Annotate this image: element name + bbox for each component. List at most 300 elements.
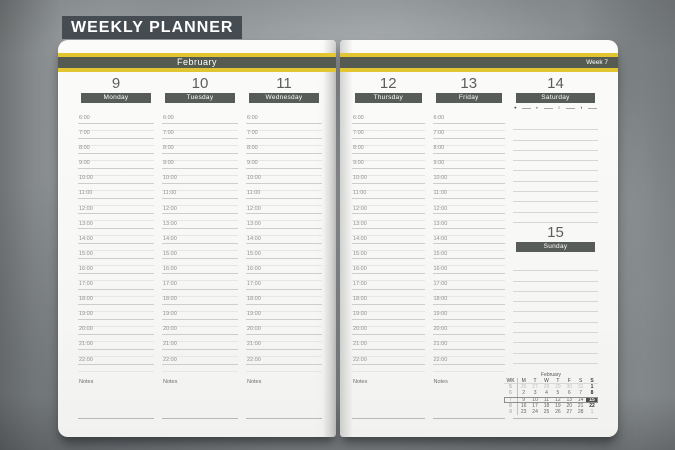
ruled-line xyxy=(513,354,598,364)
hour-line xyxy=(433,213,506,214)
hour-line xyxy=(246,138,322,139)
time-slot xyxy=(162,116,238,131)
time-grid xyxy=(352,116,425,373)
time-slot xyxy=(246,207,322,222)
hour-line xyxy=(352,228,425,229)
mini-calendar-week-number: 8 xyxy=(504,403,518,409)
time-label: 17:00 xyxy=(433,281,448,288)
hour-line xyxy=(433,273,506,274)
time-label: 20:00 xyxy=(163,326,177,333)
ruled-line xyxy=(513,282,598,292)
moon-legend-line xyxy=(544,108,553,109)
time-slot xyxy=(246,222,322,237)
time-label: 9:00 xyxy=(163,160,174,167)
time-slot xyxy=(433,358,506,373)
time-slot xyxy=(352,191,425,206)
mini-calendar-day: 25 xyxy=(543,408,550,415)
ruled-line xyxy=(513,271,598,281)
day-number: 9 xyxy=(111,75,121,92)
hour-line xyxy=(78,138,154,139)
time-slot xyxy=(246,116,322,131)
time-label: 10:00 xyxy=(247,175,261,182)
time-slot xyxy=(246,297,322,312)
time-label: 18:00 xyxy=(79,296,93,303)
mini-calendar-day: 5 xyxy=(556,390,560,397)
mini-calendar-header-cell: T xyxy=(552,378,563,384)
time-slot xyxy=(246,161,322,176)
time-slot xyxy=(78,131,154,146)
time-label: 20:00 xyxy=(79,326,93,333)
column-bottom-line xyxy=(513,418,598,419)
time-label: 18:00 xyxy=(247,296,261,303)
time-label: 15:00 xyxy=(247,250,261,257)
time-label: 16:00 xyxy=(163,265,177,272)
time-slot xyxy=(162,312,238,327)
mini-calendar-day: 18 xyxy=(543,402,550,409)
mini-calendar-day: 3 xyxy=(533,390,537,397)
hour-line xyxy=(78,364,154,365)
hour-line xyxy=(78,243,154,244)
time-slot xyxy=(352,237,425,252)
time-label: 14:00 xyxy=(79,235,93,242)
time-label: 15:00 xyxy=(79,250,93,257)
column-bottom-line xyxy=(352,418,425,419)
hour-line xyxy=(433,123,506,124)
hour-line xyxy=(78,349,154,350)
time-slot xyxy=(162,131,238,146)
mini-calendar-day: 21 xyxy=(577,402,584,409)
mini-calendar-header-cell: W xyxy=(541,378,552,384)
mini-calendar-header-cell: F xyxy=(564,378,575,384)
hour-line xyxy=(352,168,425,169)
mini-calendar-header-cell: M xyxy=(518,378,529,384)
time-slot xyxy=(162,252,238,267)
time-label: 8:00 xyxy=(163,145,174,152)
hour-line xyxy=(433,349,506,350)
time-label: 20:00 xyxy=(353,326,367,333)
left-page xyxy=(58,40,336,437)
day-name-bar: Tuesday xyxy=(165,93,235,103)
hour-line xyxy=(162,138,238,139)
mini-calendar-header-cell: S xyxy=(586,378,597,384)
time-label: 9:00 xyxy=(247,160,258,167)
time-slot xyxy=(162,237,238,252)
time-slot xyxy=(352,146,425,161)
time-label: 18:00 xyxy=(433,296,448,303)
time-label: 22:00 xyxy=(353,356,367,363)
day-name-bar: Saturday xyxy=(516,93,595,103)
time-label: 6:00 xyxy=(163,115,174,121)
time-label: 19:00 xyxy=(247,311,261,318)
hour-line xyxy=(162,228,238,229)
hour-line xyxy=(433,304,506,305)
time-label: 13:00 xyxy=(247,220,261,227)
half-hour-line xyxy=(78,371,154,372)
time-slot xyxy=(433,237,506,252)
hour-line xyxy=(162,304,238,305)
time-slot xyxy=(352,267,425,282)
half-hour-line xyxy=(246,371,322,372)
hour-line xyxy=(78,289,154,290)
moon-legend-line xyxy=(522,108,531,109)
time-slot xyxy=(246,176,322,191)
mini-calendar-day: 7 xyxy=(579,390,583,397)
hour-line xyxy=(78,198,154,199)
ruled-line xyxy=(513,202,598,212)
time-label: 19:00 xyxy=(163,311,177,318)
mini-calendar-day: 27 xyxy=(532,384,538,391)
time-label: 17:00 xyxy=(163,281,177,288)
hour-line xyxy=(246,334,322,335)
hour-line xyxy=(246,289,322,290)
time-label: 17:00 xyxy=(79,281,93,288)
time-slot xyxy=(78,312,154,327)
time-slot xyxy=(433,207,506,222)
hour-line xyxy=(78,213,154,214)
mini-calendar-header-cell: T xyxy=(529,378,540,384)
time-slot xyxy=(78,342,154,357)
hour-line xyxy=(246,153,322,154)
time-slot xyxy=(352,342,425,357)
hour-line xyxy=(78,183,154,184)
time-slot xyxy=(433,161,506,176)
time-label: 21:00 xyxy=(247,341,261,348)
ruled-line xyxy=(513,130,598,140)
column-bottom-line xyxy=(246,418,322,419)
time-slot xyxy=(352,252,425,267)
mini-calendar-day: 4 xyxy=(545,390,548,397)
mini-calendar-day: 12 xyxy=(555,396,561,403)
time-slot xyxy=(246,252,322,267)
hour-line xyxy=(352,319,425,320)
time-slot xyxy=(246,146,322,161)
time-label: 16:00 xyxy=(433,265,448,272)
time-slot xyxy=(78,297,154,312)
time-label: 21:00 xyxy=(79,341,93,348)
mini-calendar-week-number: 5 xyxy=(504,384,518,390)
hour-line xyxy=(433,319,506,320)
time-slot xyxy=(352,358,425,373)
week-number-label: Week 7 xyxy=(586,59,608,66)
hour-line xyxy=(433,334,506,335)
mini-calendar-day: 28 xyxy=(543,384,550,391)
left-day-columns xyxy=(78,75,322,437)
time-slot xyxy=(162,222,238,237)
hour-line xyxy=(78,273,154,274)
time-slot xyxy=(78,146,154,161)
hour-line xyxy=(78,334,154,335)
mini-calendar-day: 29 xyxy=(555,384,561,391)
time-label: 19:00 xyxy=(353,311,367,318)
time-label: 14:00 xyxy=(247,235,261,242)
time-label: 11:00 xyxy=(353,190,367,197)
hour-line xyxy=(246,304,322,305)
mini-calendar-day: 1 xyxy=(590,384,594,391)
moon-first-quarter-icon: ◐ xyxy=(535,105,539,110)
hour-line xyxy=(162,319,238,320)
sunday-ruled-lines xyxy=(513,261,598,364)
hour-line xyxy=(433,243,506,244)
time-slot xyxy=(433,267,506,282)
time-slot xyxy=(246,267,322,282)
hour-line xyxy=(162,243,238,244)
moon-last-quarter-icon: ◑ xyxy=(579,105,583,110)
column-bottom-line xyxy=(78,418,154,419)
time-slot xyxy=(162,327,238,342)
hour-line xyxy=(352,183,425,184)
time-label: 14:00 xyxy=(353,235,367,242)
day-number: 10 xyxy=(191,75,209,92)
moon-legend-line xyxy=(588,108,597,109)
time-label: 22:00 xyxy=(163,356,177,363)
time-label: 6:00 xyxy=(247,115,258,121)
mini-calendar-day: 6 xyxy=(567,390,571,397)
time-label: 12:00 xyxy=(163,205,177,212)
hour-line xyxy=(433,153,506,154)
day-column-saturday-sunday xyxy=(506,75,598,437)
time-label: 12:00 xyxy=(433,205,448,212)
time-slot xyxy=(433,191,506,206)
time-slot xyxy=(246,191,322,206)
time-slot xyxy=(162,207,238,222)
day-number: 14 xyxy=(547,75,564,92)
time-slot xyxy=(162,191,238,206)
hour-line xyxy=(246,273,322,274)
time-label: 14:00 xyxy=(163,235,177,242)
time-label: 9:00 xyxy=(433,160,445,167)
time-label: 20:00 xyxy=(433,326,448,333)
left-accent-stripe xyxy=(58,53,336,72)
time-label: 16:00 xyxy=(247,265,261,272)
time-slot xyxy=(246,358,322,373)
hour-line xyxy=(246,168,322,169)
time-slot xyxy=(78,207,154,222)
time-slot xyxy=(433,297,506,312)
hour-line xyxy=(352,289,425,290)
time-label: 14:00 xyxy=(433,235,448,242)
time-slot xyxy=(246,312,322,327)
time-slot xyxy=(78,237,154,252)
hour-line xyxy=(352,364,425,365)
ruled-line xyxy=(513,192,598,202)
hour-line xyxy=(246,243,322,244)
hour-line xyxy=(78,258,154,259)
time-slot xyxy=(352,312,425,327)
hour-line xyxy=(162,213,238,214)
time-label: 12:00 xyxy=(353,205,367,212)
hour-line xyxy=(162,183,238,184)
time-slot xyxy=(433,327,506,342)
mini-calendar-day: 10 xyxy=(532,396,538,403)
hour-line xyxy=(352,304,425,305)
time-slot xyxy=(78,327,154,342)
day-number: 13 xyxy=(460,75,478,92)
time-slot xyxy=(352,222,425,237)
time-label: 13:00 xyxy=(79,220,93,227)
time-label: 15:00 xyxy=(163,250,177,257)
time-label: 20:00 xyxy=(247,326,261,333)
time-slot xyxy=(162,358,238,373)
time-slot xyxy=(78,282,154,297)
mini-calendar-week-number: 7 xyxy=(504,397,518,403)
hour-line xyxy=(433,198,506,199)
ruled-line xyxy=(513,120,598,130)
time-label: 11:00 xyxy=(247,190,261,197)
time-label: 19:00 xyxy=(79,311,93,318)
time-label: 7:00 xyxy=(247,130,258,137)
time-slot xyxy=(433,176,506,191)
day-name-bar: Monday xyxy=(81,93,151,103)
hour-line xyxy=(246,228,322,229)
hour-line xyxy=(78,123,154,124)
time-label: 13:00 xyxy=(433,220,448,227)
hour-line xyxy=(433,228,506,229)
ruled-line xyxy=(513,343,598,353)
mini-calendar-header-cell: WK xyxy=(504,378,518,384)
moon-phase-legend xyxy=(514,105,597,111)
time-label: 6:00 xyxy=(79,115,90,121)
mini-calendar-week-row xyxy=(504,409,598,415)
time-grid xyxy=(78,116,154,373)
time-label: 8:00 xyxy=(79,145,90,152)
hour-line xyxy=(162,123,238,124)
hour-line xyxy=(246,364,322,365)
time-slot xyxy=(162,297,238,312)
time-slot xyxy=(433,282,506,297)
time-label: 15:00 xyxy=(353,250,367,257)
hour-line xyxy=(352,349,425,350)
mini-calendar-day: 8 xyxy=(590,390,594,397)
time-label: 9:00 xyxy=(79,160,90,167)
time-slot xyxy=(78,358,154,373)
time-label: 10:00 xyxy=(79,175,93,182)
notes-label: Notes xyxy=(353,378,368,385)
time-slot xyxy=(433,252,506,267)
time-grid xyxy=(162,116,238,373)
time-slot xyxy=(433,342,506,357)
mini-calendar-day: 2 xyxy=(522,390,526,397)
time-label: 16:00 xyxy=(79,265,93,272)
hour-line xyxy=(352,213,425,214)
hour-line xyxy=(433,138,506,139)
mini-calendar-day: 14 xyxy=(577,396,584,403)
hour-line xyxy=(78,304,154,305)
hour-line xyxy=(162,364,238,365)
hour-line xyxy=(78,319,154,320)
hour-line xyxy=(162,349,238,350)
week-band xyxy=(340,57,618,68)
mini-calendar-week-number: 9 xyxy=(504,409,518,415)
mini-calendar-day: 23 xyxy=(520,408,527,415)
moon-full-moon-icon: ○ xyxy=(557,105,561,110)
hour-line xyxy=(78,153,154,154)
time-label: 6:00 xyxy=(433,115,445,121)
month-band xyxy=(58,57,336,68)
hour-line xyxy=(352,198,425,199)
ruled-line xyxy=(513,182,598,192)
mini-calendar-day: 24 xyxy=(532,408,538,415)
time-grid xyxy=(246,116,322,373)
time-slot xyxy=(246,327,322,342)
time-label: 12:00 xyxy=(247,205,261,212)
time-slot xyxy=(352,161,425,176)
mini-calendar-day: 17 xyxy=(532,402,538,409)
mini-calendar-day: 16 xyxy=(520,402,527,409)
hour-line xyxy=(352,273,425,274)
hour-line xyxy=(352,153,425,154)
hour-line xyxy=(352,243,425,244)
hour-line xyxy=(352,138,425,139)
time-slot xyxy=(433,116,506,131)
time-slot xyxy=(78,252,154,267)
hour-line xyxy=(162,153,238,154)
time-slot xyxy=(162,282,238,297)
time-slot xyxy=(78,161,154,176)
hour-line xyxy=(352,123,425,124)
time-label: 22:00 xyxy=(247,356,261,363)
time-label: 8:00 xyxy=(433,145,445,152)
day-number: 15 xyxy=(547,223,564,241)
time-label: 9:00 xyxy=(353,160,364,167)
hour-line xyxy=(246,213,322,214)
time-label: 10:00 xyxy=(353,175,367,182)
hour-line xyxy=(246,183,322,184)
hour-line xyxy=(162,258,238,259)
ruled-line xyxy=(513,261,598,271)
time-label: 22:00 xyxy=(79,356,93,363)
hour-line xyxy=(78,228,154,229)
right-day-columns xyxy=(352,75,598,437)
hour-line xyxy=(246,123,322,124)
day-column-monday xyxy=(78,75,154,437)
time-label: 21:00 xyxy=(353,341,367,348)
mini-calendar-week-number: 6 xyxy=(504,390,518,396)
time-label: 13:00 xyxy=(353,220,367,227)
time-slot xyxy=(352,116,425,131)
mini-calendar-day: 20 xyxy=(566,402,573,409)
time-slot xyxy=(246,237,322,252)
day-name-bar: Friday xyxy=(436,93,503,103)
hour-line xyxy=(433,364,506,365)
moon-legend-line xyxy=(566,108,575,109)
day-number: 11 xyxy=(276,75,292,92)
mini-calendar-day: 11 xyxy=(543,396,550,403)
time-slot xyxy=(78,267,154,282)
ruled-line xyxy=(513,161,598,171)
ruled-line xyxy=(513,323,598,333)
time-slot xyxy=(433,146,506,161)
time-label: 7:00 xyxy=(79,130,90,137)
hour-line xyxy=(433,289,506,290)
time-slot xyxy=(433,131,506,146)
hour-line xyxy=(246,319,322,320)
hour-line xyxy=(246,349,322,350)
time-label: 19:00 xyxy=(433,311,448,318)
half-hour-line xyxy=(433,371,506,372)
mini-month-calendar xyxy=(504,372,598,415)
notes-label: Notes xyxy=(433,378,448,385)
mini-calendar-day: 15 xyxy=(586,397,597,403)
hour-line xyxy=(162,289,238,290)
hour-line xyxy=(433,183,506,184)
time-slot xyxy=(246,131,322,146)
ruled-line xyxy=(513,213,598,223)
hour-line xyxy=(352,258,425,259)
time-slot xyxy=(352,207,425,222)
time-slot xyxy=(433,222,506,237)
mini-calendar-day: 26 xyxy=(555,408,561,415)
time-slot xyxy=(352,297,425,312)
